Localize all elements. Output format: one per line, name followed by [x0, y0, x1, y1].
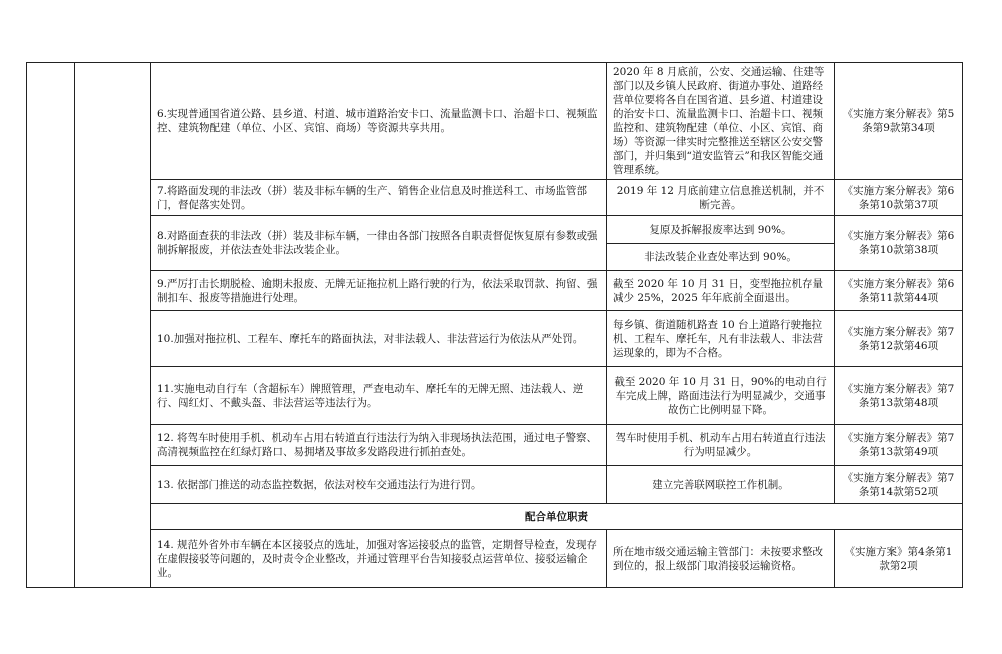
requirement-cell: 13. 依据部门推送的动态监控数据，依法对校车交通违法行为进行罚。: [151, 466, 607, 504]
standard-cell: 2020 年 8 月底前，公安、交通运输、住建等部门以及乡镇人民政府、街道办事处、道路经营单位要将各自在国省道、县乡道、村道建设的治安卡口、流量监测卡口、治超卡口、视频监控和、建筑物配建（单位、小区、宾馆、商场）等资源一律实时完整推送至辖区公安交警部门，并归集到“道安监管云”和我区智能交通管理系统。: [607, 63, 835, 180]
standard-cell: 建立完善联网联控工作机制。: [607, 466, 835, 504]
standard-cell: 复原及拆解报废率达到 90%。: [607, 216, 835, 244]
table-row: [27, 425, 963, 466]
table-row: [27, 180, 963, 216]
requirement-cell: 6.实现普通国省道公路、县乡道、村道、城市道路治安卡口、流量监测卡口、治超卡口、视频监控、建筑物配建（单位、小区、宾馆、商场）等资源共享共用。: [151, 63, 607, 180]
table-row: [27, 271, 963, 311]
reference-cell: 《实施方案分解表》第7条第12款第46项: [835, 311, 963, 367]
reference-cell: 《实施方案分解表》第6条第10款第38项: [835, 216, 963, 271]
standard-cell: 截至 2020 年 10 月 31 日，变型拖拉机存量减少 25%，2025 年年底前全面退出。: [607, 271, 835, 311]
table-row: [27, 311, 963, 367]
reference-cell: 《实施方案分解表》第7条第13款第48项: [835, 367, 963, 425]
section-title: 配合单位职责: [151, 504, 963, 530]
standard-cell: 2019 年 12 月底前建立信息推送机制，并不断完善。: [607, 180, 835, 216]
requirement-cell: 10.加强对拖拉机、工程车、摩托车的路面执法，对非法载人、非法营运行为依法从严处罚。: [151, 311, 607, 367]
standard-cell: 所在地市级交通运输主管部门：未按要求整改到位的，报上级部门取消接驳运输资格。: [607, 530, 835, 588]
standard-cell: 截至 2020 年 10 月 31 日，90%的电动自行车完成上牌，路面违法行为明显减少，交通事故伤亡比例明显下降。: [607, 367, 835, 425]
category-column-cell: [75, 63, 151, 588]
table-row: [27, 367, 963, 425]
index-column-cell: [27, 63, 75, 588]
requirement-cell: 12. 将驾车时使用手机、机动车占用右转道直行违法行为纳入非现场执法范围，通过电子警察、高清视频监控在红绿灯路口、易拥堵及事故多发路段进行抓拍查处。: [151, 425, 607, 466]
requirement-cell: 9.严厉打击长期脱检、逾期未报废、无牌无证拖拉机上路行驶的行为，依法采取罚款、拘留、强制扣车、报废等措施进行处理。: [151, 271, 607, 311]
reference-cell: 《实施方案分解表》第6条第10款第37项: [835, 180, 963, 216]
requirement-cell: 8.对路面查获的非法改（拼）装及非标车辆，一律由各部门按照各自职责督促恢复原有参数或强制拆解报废，并依法查处非法改装企业。: [151, 216, 607, 271]
reference-cell: 《实施方案分解表》第7条第13款第49项: [835, 425, 963, 466]
table-row: [27, 63, 963, 180]
table-row: [27, 216, 963, 244]
reference-cell: 《实施方案》第4条第1款第2项: [835, 530, 963, 588]
section-header-row: [27, 504, 963, 530]
standard-cell: 非法改装企业查处率达到 90%。: [607, 244, 835, 271]
table-row: [27, 530, 963, 588]
standard-cell: 每乡镇、街道随机路查 10 台上道路行驶拖拉机、工程车、摩托车，凡有非法载人、非法营运现象的，即为不合格。: [607, 311, 835, 367]
reference-cell: 《实施方案分解表》第7条第14款第52项: [835, 466, 963, 504]
standard-cell: 驾车时使用手机、机动车占用右转道直行违法行为明显减少。: [607, 425, 835, 466]
table-row: [27, 466, 963, 504]
responsibility-table: [26, 62, 963, 588]
requirement-cell: 14. 规范外省外市车辆在本区接驳点的选址，加强对客运接驳点的监管，定期督导检查，发现存在虚假接驳等问题的，及时责令企业整改，并通过管理平台告知接驳点运营单位、接驳运输企业。: [151, 530, 607, 588]
reference-cell: 《实施方案分解表》第5条第9款第34项: [835, 63, 963, 180]
requirement-cell: 11.实施电动自行车（含超标车）牌照管理，严查电动车、摩托车的无牌无照、违法载人、逆行、闯红灯、不戴头盔、非法营运等违法行为。: [151, 367, 607, 425]
reference-cell: 《实施方案分解表》第6条第11款第44项: [835, 271, 963, 311]
requirement-cell: 7.将路面发现的非法改（拼）装及非标车辆的生产、销售企业信息及时推送科工、市场监管部门，督促落实处罚。: [151, 180, 607, 216]
